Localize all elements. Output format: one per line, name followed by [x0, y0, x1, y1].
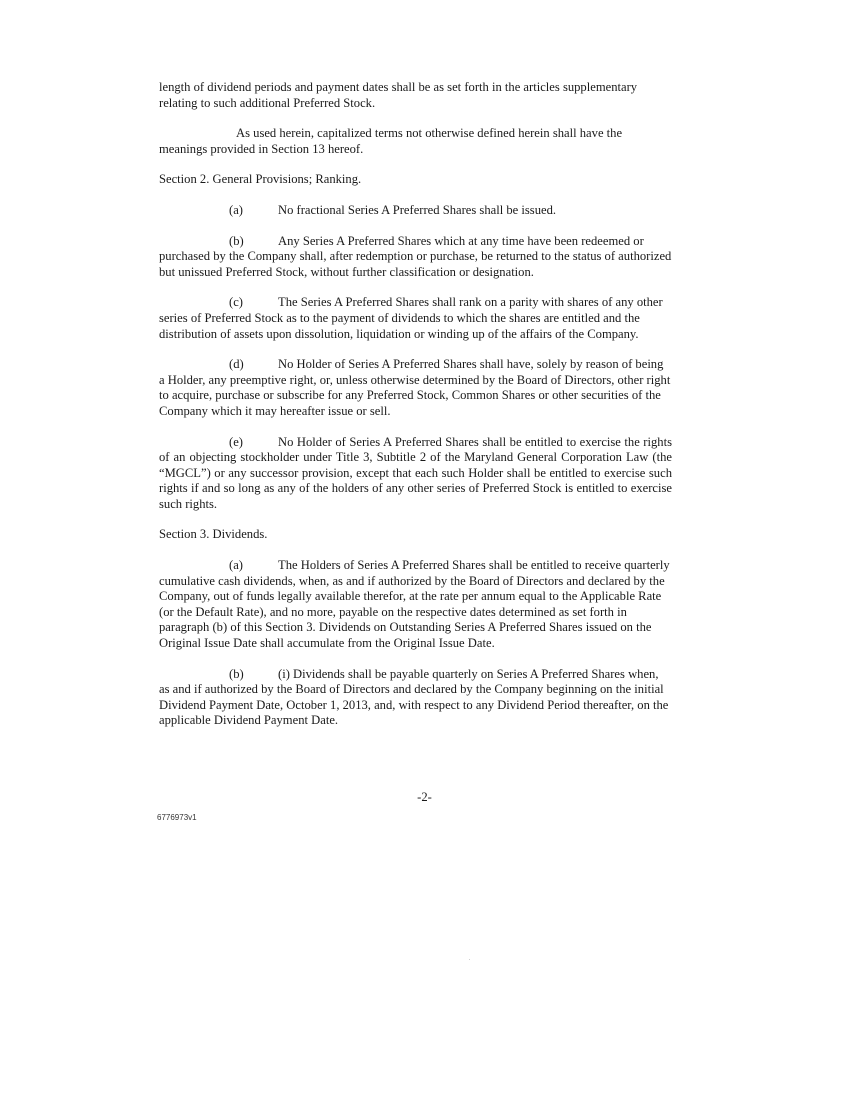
section-3-item-a	[159, 558, 672, 652]
item-text: No Holder of Series A Preferred Shares shall have, solely by reason of being a Holder, any preemptive right, or, unless otherwise determined by the Board of Directors, other right to acquire, purchase or subscribe for any Preferred Stock, Common Shares or other securities of the Company which it may hereafter issue or sell.	[159, 357, 671, 418]
item-text: The Holders of Series A Preferred Shares shall be entitled to receive quarterly cumulative cash dividends, when, as and if authorized by the Board of Directors and declared by the Company, out of funds legally available therefor, at the rate per annum equal to the Applicable Rate (or the Default Rate), and no more, payable on the respective dates determined as set forth in paragraph (b) of this Section 3. Dividends on Outstanding Series A Preferred Shares issued on the Original Issue Date shall accumulate from the Original Issue Date.	[159, 558, 670, 651]
document-id: 6776973v1	[157, 813, 197, 822]
item-marker: (a)	[229, 558, 243, 573]
scan-speck	[469, 959, 470, 960]
item-marker: (b)	[229, 233, 244, 248]
item-text: No Holder of Series A Preferred Shares shall be entitled to exercise the rights of an objecting stockholder under Title 3, Subtitle 2 of the Maryland General Corporation Law (the “MGCL”) or any successor provision, except that each such Holder shall be entitled to exercise such rights if and so long as any of the holders of any other series of Preferred Stock is entitled to exercise such rights.	[159, 434, 672, 511]
item-text: (i) Dividends shall be payable quarterly on Series A Preferred Shares when, as and if authorized by the Board of Directors and declared by the Company beginning on the initial Dividend Payment Date, October 1, 2013, and, with respect to any Dividend Period thereafter, on the applicable Dividend Payment Date.	[159, 666, 669, 728]
item-text: Any Series A Preferred Shares which at any time have been redeemed or purchased by the Company shall, after redemption or purchase, be returned to the status of authorized but unissued Preferred Stock, without further classification or designation.	[159, 233, 672, 279]
item-marker: (d)	[229, 357, 244, 372]
section-2-heading: Section 2. General Provisions; Ranking.	[159, 172, 362, 187]
section-2-item-d	[159, 357, 672, 419]
section-2-item-b	[159, 234, 672, 281]
definitions-paragraph: As used herein, capitalized terms not otherwise defined herein shall have the meanings provided in Section 13 hereof.	[159, 126, 623, 156]
document-body	[159, 80, 672, 744]
item-text: No fractional Series A Preferred Shares shall be issued.	[278, 202, 557, 217]
continuation-paragraph: length of dividend periods and payment dates shall be as set forth in the articles supplementary relating to such additional Preferred Stock.	[159, 80, 638, 110]
item-marker: (b)	[229, 666, 244, 681]
section-2-item-e	[159, 435, 672, 513]
item-marker: (e)	[229, 434, 243, 449]
item-marker: (c)	[229, 295, 243, 310]
section-3-heading: Section 3. Dividends.	[159, 527, 268, 542]
item-marker: (a)	[229, 202, 243, 217]
page-number: -2-	[417, 790, 432, 804]
section-3-item-b	[159, 667, 672, 729]
section-2-item-a	[159, 203, 672, 219]
section-2-item-c	[159, 295, 672, 342]
item-text: The Series A Preferred Shares shall rank on a parity with shares of any other series of Preferred Stock as to the payment of dividends to which the shares are entitled and the distribution of assets upon dissolution, liquidation or winding up of the affairs of the Company.	[159, 295, 663, 341]
